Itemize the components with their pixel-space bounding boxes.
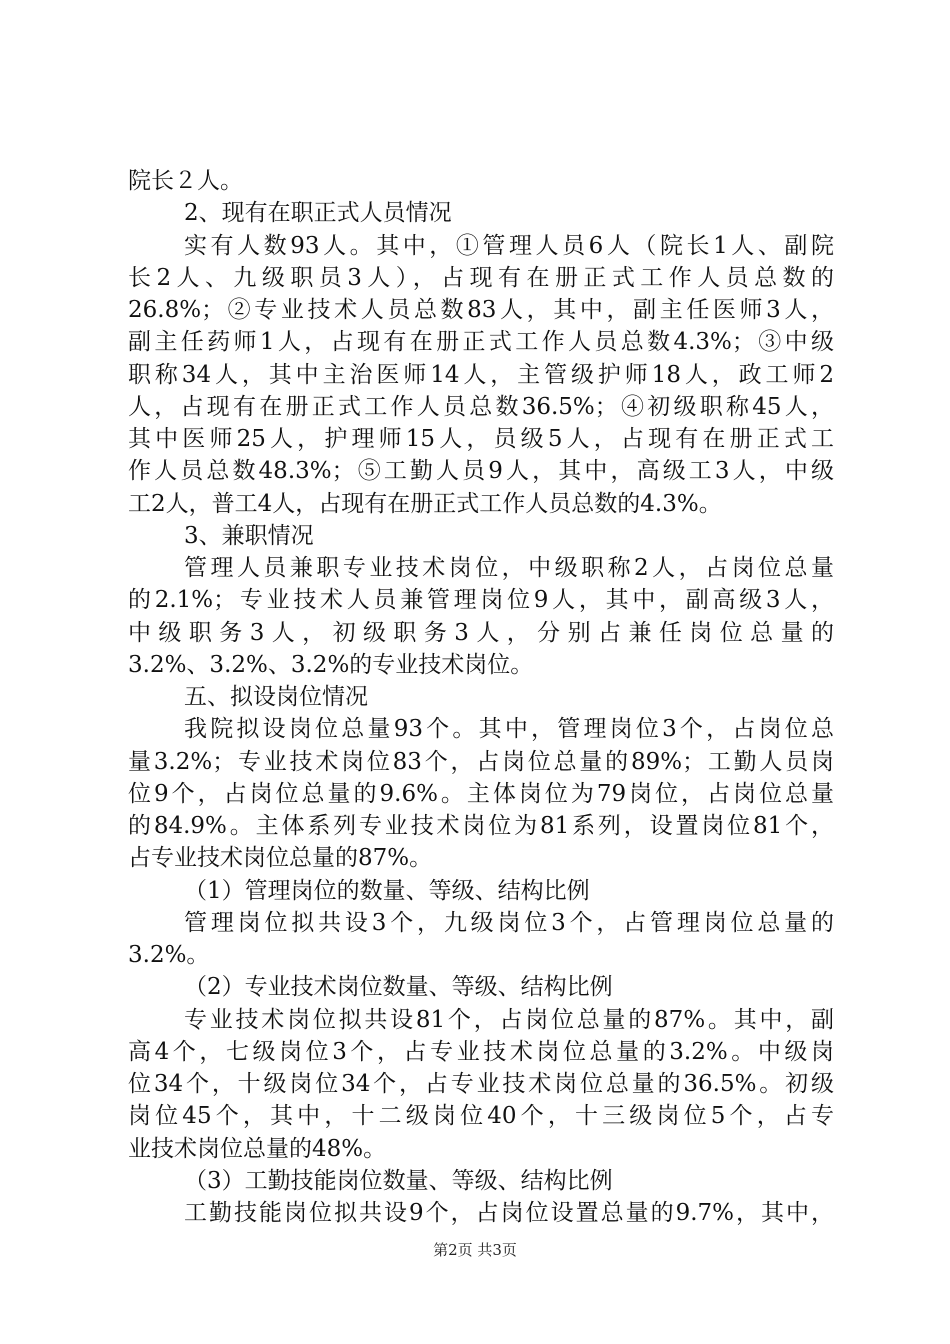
section-heading: （2）专业技术岗位数量、等级、结构比例 bbox=[184, 974, 613, 1001]
text-line: 中级职务3人，初级职务3人，分别占兼任岗位总量的 bbox=[128, 619, 834, 646]
text-line: 工勤技能岗位拟共设9个，占岗位设置总量的9.7%，其中， bbox=[184, 1200, 834, 1226]
section-heading: （1）管理岗位的数量、等级、结构比例 bbox=[184, 877, 590, 904]
page-footer: 第2页 共3页 bbox=[433, 1241, 517, 1259]
text-line: 人，占现有在册正式工作人员总数36.5%；④初级职称45人， bbox=[128, 393, 834, 420]
section-heading: 2、现有在职正式人员情况 bbox=[184, 200, 452, 227]
text-line: 专业技术岗位拟共设81个，占岗位总量的87%。其中，副 bbox=[184, 1006, 834, 1033]
text-line: 职称34人，其中主治医师14人，主管级护师18人，政工师2 bbox=[128, 361, 834, 388]
text-line: 占专业技术岗位总量的87%。 bbox=[128, 845, 433, 872]
text-line: 岗位45个，其中，十二级岗位40个，十三级岗位5个，占专 bbox=[128, 1103, 834, 1130]
document-body bbox=[128, 165, 834, 1229]
section-heading: 五、拟设岗位情况 bbox=[184, 684, 368, 710]
text-line: 副主任药师1人，占现有在册正式工作人员总数4.3%；③中级 bbox=[128, 329, 834, 356]
text-line: 业技术岗位总量的48%。 bbox=[128, 1135, 387, 1162]
text-line: 3.2%、3.2%、3.2%的专业技术岗位。 bbox=[128, 651, 534, 678]
text-line: 的2.1%；专业技术人员兼管理岗位9人，其中，副高级3人， bbox=[128, 587, 834, 614]
text-line: 的84.9%。主体系列专业技术岗位为81系列，设置岗位81个， bbox=[128, 813, 834, 839]
section-heading: （3）工勤技能岗位数量、等级、结构比例 bbox=[184, 1167, 613, 1194]
section-heading: 3、兼职情况 bbox=[184, 522, 314, 549]
text-line: 3.2%。 bbox=[128, 942, 210, 968]
text-line: 量3.2%；专业技术岗位83个，占岗位总量的89%；工勤人员岗 bbox=[128, 748, 834, 775]
text-line: 作人员总数48.3%；⑤工勤人员9人，其中，高级工3人，中级 bbox=[128, 458, 834, 485]
text-line: 位9个，占岗位总量的9.6%。主体岗位为79岗位，占岗位总量 bbox=[128, 780, 834, 807]
text-line: 管理人员兼职专业技术岗位，中级职称2人，占岗位总量 bbox=[184, 555, 834, 581]
text-line: 工2人，普工4人，占现有在册正式工作人员总数的4.3%。 bbox=[128, 490, 722, 517]
text-line: 高4个，七级岗位3个，占专业技术岗位总量的3.2%。中级岗 bbox=[128, 1038, 834, 1065]
text-line: 其中医师25人，护理师15人，员级5人，占现有在册正式工 bbox=[128, 426, 834, 452]
text-line: 管理岗位拟共设3个，九级岗位3个，占管理岗位总量的 bbox=[184, 909, 834, 936]
text-line: 院长２人。 bbox=[128, 168, 243, 194]
text-line: 26.8%；②专业技术人员总数83人，其中，副主任医师3人， bbox=[128, 297, 834, 323]
text-line: 实有人数93人。其中，①管理人员6人（院长1人、副院 bbox=[184, 232, 834, 259]
text-line: 长2人、九级职员3人），占现有在册正式工作人员总数的 bbox=[128, 264, 834, 291]
text-line: 位34个，十级岗位34个，占专业技术岗位总量的36.5%。初级 bbox=[128, 1071, 834, 1097]
text-line: 我院拟设岗位总量93个。其中，管理岗位3个，占岗位总 bbox=[184, 716, 834, 743]
